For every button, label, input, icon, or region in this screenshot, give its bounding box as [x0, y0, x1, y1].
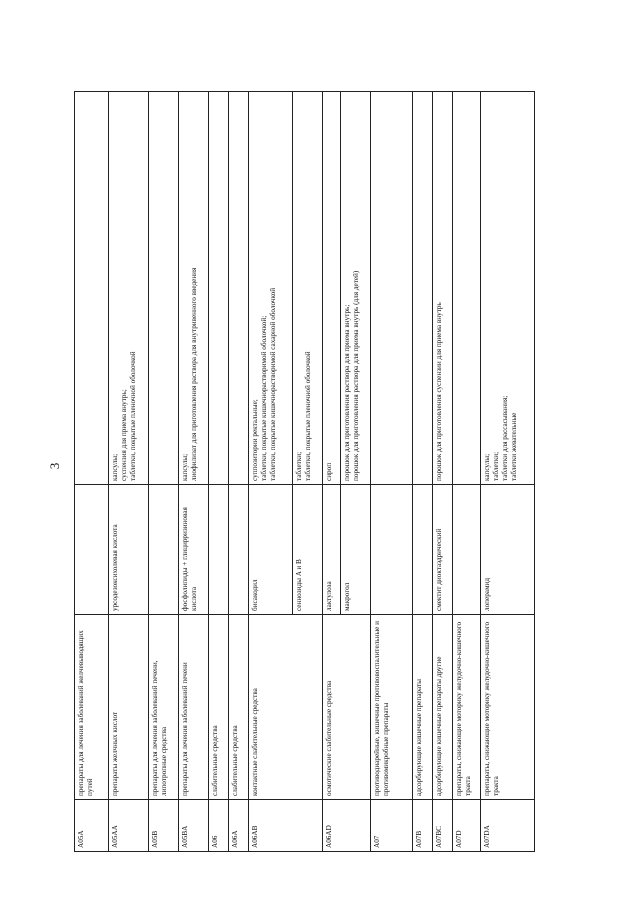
atc-code: A05B: [149, 800, 179, 852]
group-name: осмотические слабительные средства: [323, 615, 371, 800]
atc-code: A07BC: [433, 800, 453, 852]
dosage-form-line: таблетки, покрытые кишечнорастворимой оболочкой;: [260, 315, 268, 481]
atc-code: A05AA: [109, 800, 149, 852]
table-row: [453, 92, 481, 852]
table-row: [229, 92, 249, 852]
atc-code: A07B: [413, 800, 433, 852]
inn-name: смектит диоктаэдрический: [433, 485, 453, 615]
dosage-forms: [453, 92, 481, 485]
inn-name: [413, 485, 433, 615]
group-name: контактные слабительные средства: [249, 615, 323, 800]
atc-code: A06: [209, 800, 229, 852]
inn-name: [149, 485, 179, 615]
dosage-forms: [249, 92, 293, 485]
dosage-form-line: капсулы;: [111, 453, 119, 481]
inn-name: [209, 485, 229, 615]
group-name: препараты для лечения заболеваний печени, липотропные средства: [149, 615, 179, 800]
group-name: слабительные средства: [229, 615, 249, 800]
drug-classification-table: [74, 91, 535, 852]
inn-name: лоперамид: [481, 485, 535, 615]
dosage-forms: [413, 92, 433, 485]
inn-name: [371, 485, 413, 615]
dosage-forms: [481, 92, 535, 485]
dosage-forms: [293, 92, 323, 485]
table-row: [481, 92, 535, 852]
dosage-form-line: таблетки для рассасывания;: [501, 395, 509, 481]
dosage-forms: [149, 92, 179, 485]
dosage-forms: [371, 92, 413, 485]
inn-name: сеннозиды A и B: [293, 485, 323, 615]
page-number: 3: [47, 462, 62, 470]
atc-code: A06AB: [249, 800, 323, 852]
group-name: адсорбирующие кишечные препараты: [413, 615, 433, 800]
group-name: препараты, снижающие моторику желудочно-кишечного тракта: [481, 615, 535, 800]
dosage-forms: [229, 92, 249, 485]
dosage-form-line: лиофилизат для приготовления раствора для внутривенного введения: [190, 267, 198, 481]
dosage-form-line: сироп: [325, 462, 333, 481]
inn-name: бисакодил: [249, 485, 293, 615]
table-row: [179, 92, 209, 852]
table-row: [323, 92, 341, 852]
group-name: противодиарейные, кишечные противовоспалительные и противомикробные препараты: [371, 615, 413, 800]
dosage-form-line: капсулы;: [181, 453, 189, 481]
table-row: [413, 92, 433, 852]
atc-code: A05A: [75, 800, 109, 852]
dosage-forms: [179, 92, 209, 485]
dosage-form-line: суппозитории ректальные;: [251, 399, 259, 481]
group-name: адсорбирующие кишечные препараты другие: [433, 615, 453, 800]
dosage-forms: [75, 92, 109, 485]
inn-name: лактулоза: [323, 485, 341, 615]
dosage-form-line: капсулы;: [483, 453, 491, 481]
table-row: [249, 92, 293, 852]
dosage-form-line: порошок для приготовления суспензии для приема внутрь: [435, 302, 443, 481]
inn-name: [453, 485, 481, 615]
dosage-forms: [209, 92, 229, 485]
table-row: [371, 92, 413, 852]
table-row: [433, 92, 453, 852]
group-name: препараты для лечения заболеваний печени: [179, 615, 209, 800]
group-name: препараты для лечения заболеваний желчевыводящих путей: [75, 615, 109, 800]
dosage-form-line: таблетки, покрытые пленочной оболочкой: [129, 351, 137, 481]
dosage-form-line: таблетки, покрытые пленочной оболочкой: [304, 351, 312, 481]
group-name: препараты, снижающие моторику желудочно-кишечного тракта: [453, 615, 481, 800]
dosage-form-line: порошок для приготовления раствора для приема внутрь (для детей): [352, 270, 360, 481]
atc-code: A07D: [453, 800, 481, 852]
atc-code: A06A: [229, 800, 249, 852]
atc-code: A07DA: [481, 800, 535, 852]
dosage-forms: [109, 92, 149, 485]
table-row: [209, 92, 229, 852]
dosage-forms: [323, 92, 341, 485]
dosage-form-line: таблетки;: [492, 451, 500, 481]
inn-name: урсодезоксихолевая кислота: [109, 485, 149, 615]
dosage-form-line: суспензия для приема внутрь;: [120, 389, 128, 481]
inn-name: [229, 485, 249, 615]
atc-code: A07: [371, 800, 413, 852]
inn-name: фосфолипиды + глицирризиновая кислота: [179, 485, 209, 615]
dosage-form-line: порошок для приготовления раствора для приема внутрь;: [343, 304, 351, 481]
inn-name: [75, 485, 109, 615]
group-name: препараты желчных кислот: [109, 615, 149, 800]
dosage-forms: [433, 92, 453, 485]
table-row: [149, 92, 179, 852]
inn-name: макрогол: [341, 485, 371, 615]
dosage-form-line: таблетки жевательные: [510, 412, 518, 481]
table-row: [75, 92, 109, 852]
group-name: слабительные средства: [209, 615, 229, 800]
dosage-form-line: таблетки;: [295, 451, 303, 481]
dosage-form-line: таблетки, покрытые кишечнорастворимой сахарной оболочкой: [269, 287, 277, 481]
atc-code: A05BA: [179, 800, 209, 852]
dosage-forms: [341, 92, 371, 485]
atc-code: A06AD: [323, 800, 371, 852]
table-row: [109, 92, 149, 852]
rotated-table-wrapper: [74, 92, 534, 852]
